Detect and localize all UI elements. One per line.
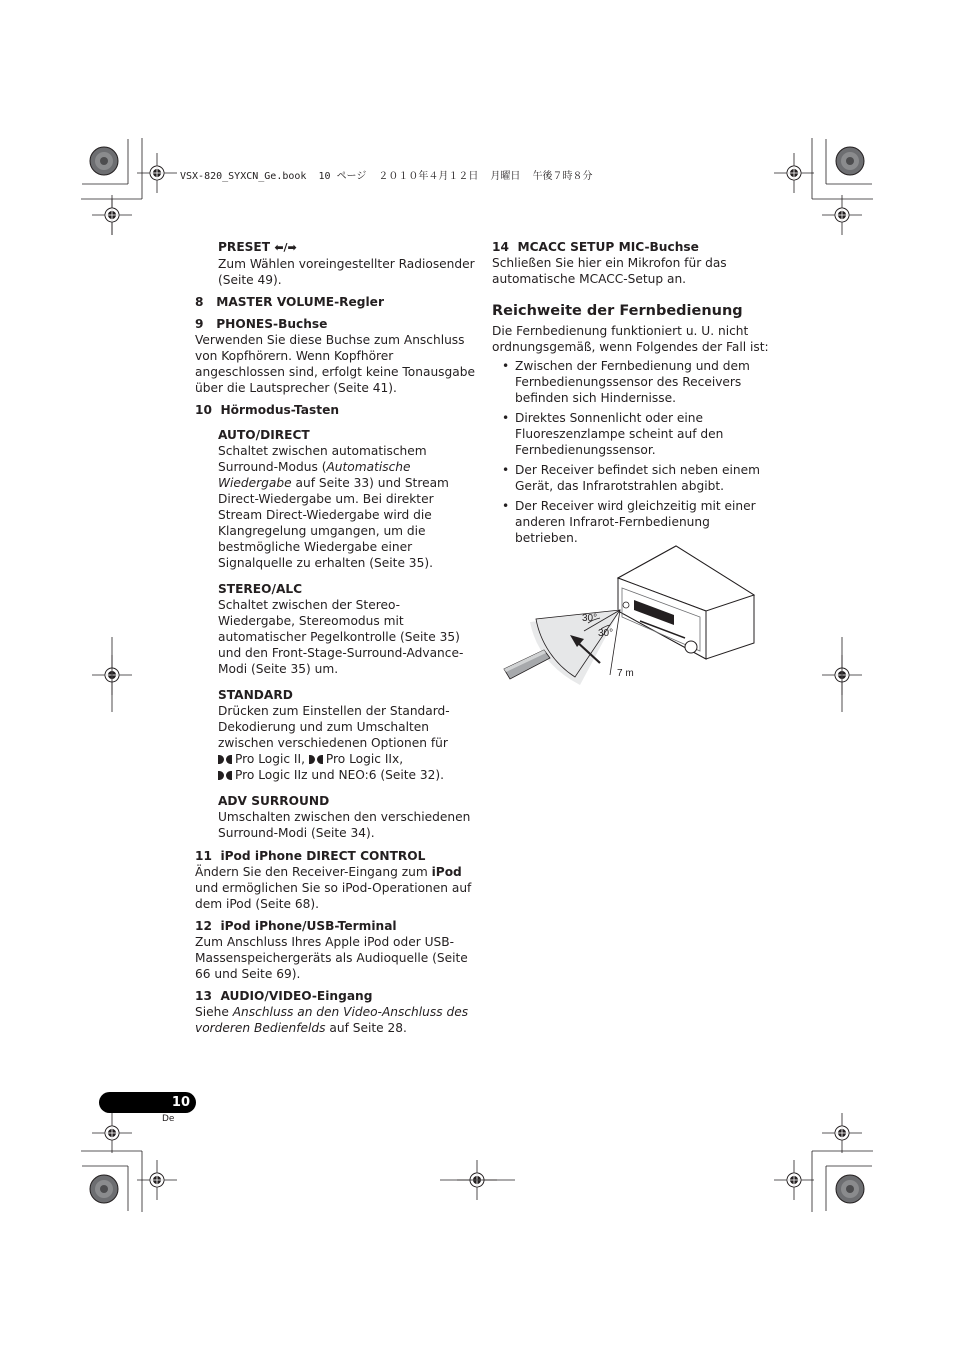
standard-heading: STANDARD	[218, 688, 293, 702]
list-item: • Direktes Sonnenlicht oder eine Fluoreszenzlampe scheint auf den Fernbedienungssensor.	[492, 410, 774, 458]
adv-surround-heading: ADV SURROUND	[218, 794, 330, 808]
section-title: Reichweite der Fernbedienung	[492, 303, 743, 319]
section-intro: Die Fernbedienung funktioniert u. U. nicht ordnungsgemäß, wenn Folgendes der Fall ist:	[492, 324, 769, 354]
dolby-icon	[218, 755, 232, 764]
auto-direct-body: Schaltet zwischen automatischem Surround-Modus (Automatische Wiedergabe auf Seite 33) und Stream Direct-Wiedergabe um. Bei direkter Stream Direct-Wiedergabe wird die Klangregelung umgangen, um die bestmögliche Wiedergabe einer Signalquelle zu erhalten (Seite 35).	[218, 444, 449, 570]
list-item: • Zwischen der Fernbedienung und dem Fernbedienungssensor des Receivers befinden sich Hindernisse.	[492, 358, 774, 406]
remote-range-diagram	[500, 543, 760, 688]
list-item: • Der Receiver befindet sich neben einem Gerät, das Infrarotstrahlen abgibt.	[492, 462, 774, 494]
item-8-heading: 8 MASTER VOLUME-Regler	[195, 295, 384, 309]
item-12-body: Zum Anschluss Ihres Apple iPod oder USB-Massenspeichergeräts als Audioquelle (Seite 66 und Seite 69).	[195, 935, 468, 981]
file-info-line: VSX-820_SYXCN_Ge.book 10 ページ ２０１０年４月１２日 月曜日 午後７時８分	[180, 171, 593, 182]
list-item: • Der Receiver wird gleichzeitig mit einer anderen Infrarot-Fernbedienung betrieben.	[492, 498, 774, 546]
left-column	[195, 239, 475, 1036]
item-13-heading: 13 AUDIO/VIDEO-Eingang	[195, 989, 373, 1003]
arrow-left-right-icon: ⬅/➡	[274, 241, 297, 254]
preset-body: Zum Wählen voreingestellter Radiosender (Seite 49).	[218, 257, 475, 287]
item-14-heading: 14 MCACC SETUP MIC-Buchse	[492, 240, 699, 254]
item-9-heading: 9 PHONES-Buchse	[195, 317, 328, 331]
dolby-icon	[309, 755, 323, 764]
distance-label: 7 m	[617, 668, 634, 679]
angle-top-label: 30°	[582, 613, 598, 624]
angle-bottom-label: 30°	[598, 628, 614, 639]
item-11-body: Ändern Sie den Receiver-Eingang zum iPod und ermöglichen Sie so iPod-Operationen auf dem iPod (Seite 68).	[195, 865, 472, 911]
stereo-alc-body: Schaltet zwischen der Stereo-Wiedergabe, Stereomodus mit automatischer Pegelkontrolle (Seite 35) und den Front-Stage-Surround-Advance-Modi (Seite 35) um.	[218, 598, 464, 676]
page-number: 10	[171, 1095, 190, 1110]
item-12-heading: 12 iPod iPhone/USB-Terminal	[195, 919, 397, 933]
auto-direct-heading: AUTO/DIRECT	[218, 428, 310, 442]
adv-surround-body: Umschalten zwischen den verschiedenen Surround-Modi (Seite 34).	[218, 810, 471, 840]
item-10-heading: 10 Hörmodus-Tasten	[195, 403, 340, 417]
standard-body: Drücken zum Einstellen der Standard-Dekodierung und zum Umschalten zwischen verschiedenen Optionen für Pro Logic II, Pro Logic IIx, Pro Logic IIz und NEO:6 (Seite 32).	[218, 704, 450, 782]
item-13-body: Siehe Anschluss an den Video-Anschluss des vorderen Bedienfelds auf Seite 28.	[195, 1005, 469, 1035]
stereo-alc-heading: STEREO/ALC	[218, 582, 303, 596]
item-9-body: Verwenden Sie diese Buchse zum Anschluss von Kopfhörern. Wenn Kopfhörer angeschlossen sind, erfolgt keine Tonausgabe über die Lautsprecher (Seite 41).	[195, 333, 475, 395]
remote-control-illustration	[504, 650, 550, 679]
dolby-icon	[218, 771, 232, 780]
item-14-body: Schließen Sie hier ein Mikrofon für das automatische MCACC-Setup an.	[492, 256, 727, 286]
item-11-heading: 11 iPod iPhone DIRECT CONTROL	[195, 849, 426, 863]
receiver-illustration	[618, 546, 754, 677]
preset-heading: PRESET ⬅/➡	[218, 240, 297, 254]
right-column	[492, 239, 774, 550]
language-code: De	[162, 1114, 175, 1124]
conditions-list	[492, 358, 774, 546]
